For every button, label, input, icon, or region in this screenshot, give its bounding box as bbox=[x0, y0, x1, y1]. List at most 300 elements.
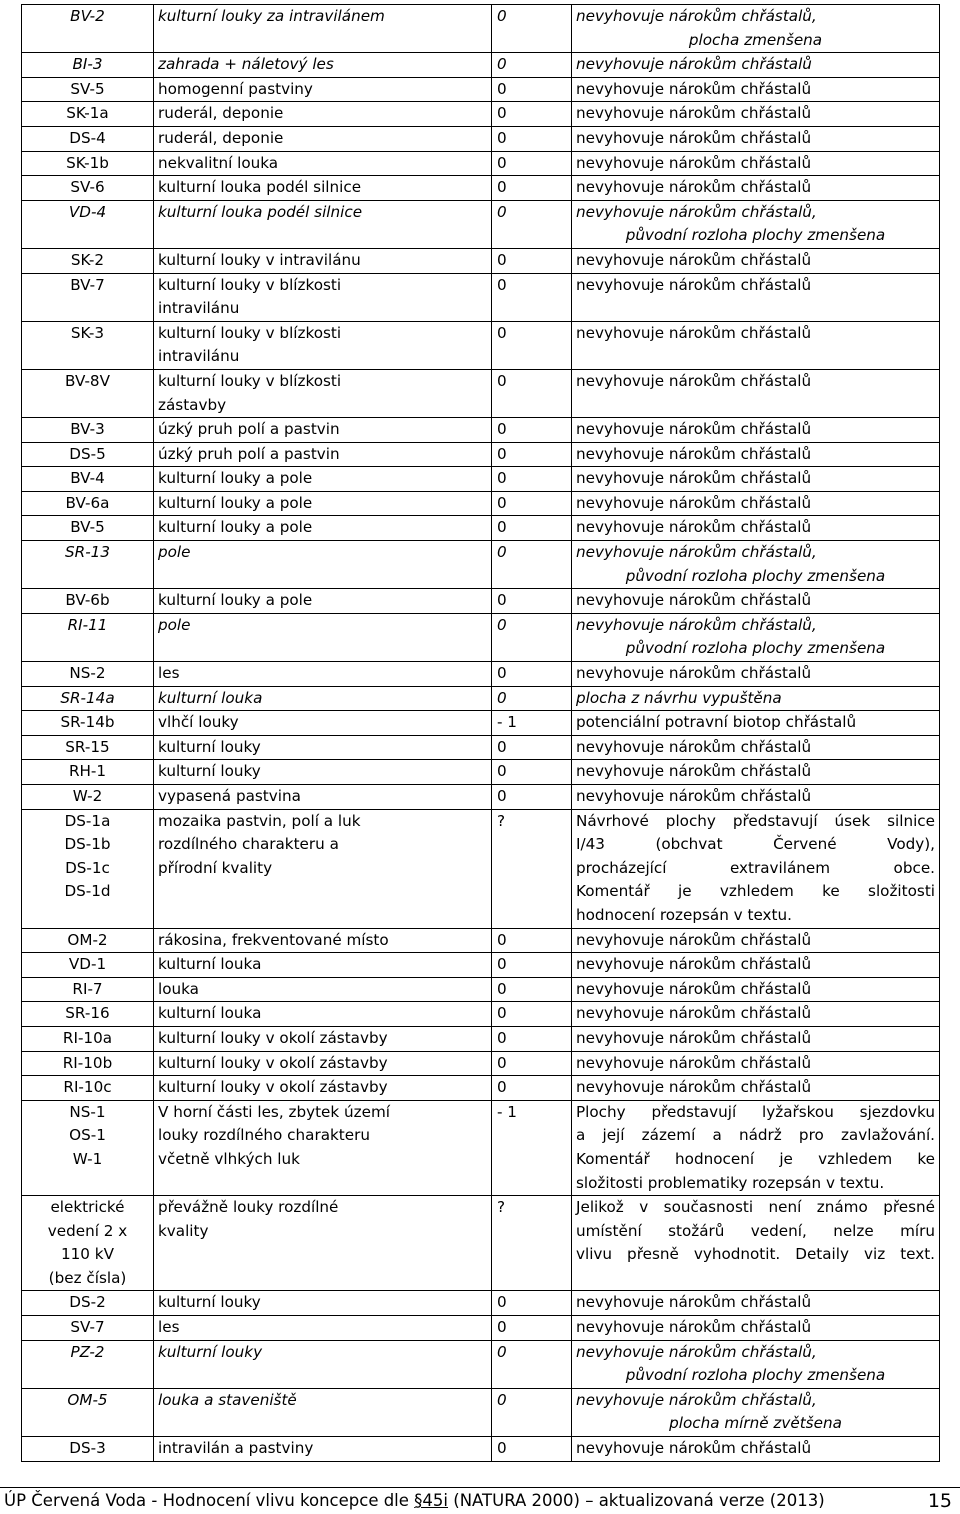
area-code-cell bbox=[22, 686, 154, 711]
area-code-cell bbox=[22, 467, 154, 492]
assessment-note: nevyhovuje nárokům chřástalů bbox=[576, 664, 812, 683]
assessment-note: procházející extravilánem obce. bbox=[576, 858, 935, 877]
area-code: VD-4 bbox=[68, 202, 107, 221]
area-code-cell bbox=[22, 735, 154, 760]
area-code: BV-4 bbox=[70, 469, 105, 488]
footer-text-after: (NATURA 2000) – aktualizovaná verze (2013) bbox=[448, 1491, 825, 1510]
assessment-note: Komentář hodnocení je vzhledem ke bbox=[576, 1149, 935, 1168]
impact-score-cell bbox=[492, 809, 572, 928]
assessment-note: nevyhovuje nárokům chřástalů, bbox=[576, 202, 817, 221]
impact-score-cell bbox=[492, 273, 572, 321]
area-code: SV-5 bbox=[70, 79, 105, 98]
habitat-cell bbox=[154, 102, 492, 127]
table-row bbox=[22, 589, 940, 614]
area-code: SR-15 bbox=[65, 737, 110, 756]
page-number: 15 bbox=[927, 1490, 952, 1512]
area-code: SR-16 bbox=[65, 1004, 110, 1023]
impact-score: 0 bbox=[497, 1004, 507, 1023]
assessment-table-body bbox=[22, 5, 940, 1462]
assessment-note: nevyhovuje nárokům chřástalů bbox=[576, 153, 812, 172]
assessment-note-cell bbox=[572, 711, 940, 736]
impact-score-cell bbox=[492, 1316, 572, 1341]
habitat-description: pole bbox=[158, 615, 191, 634]
habitat-description: louka bbox=[158, 979, 199, 998]
area-code-cell bbox=[22, 1002, 154, 1027]
impact-score: 0 bbox=[497, 1439, 507, 1458]
area-code-cell bbox=[22, 928, 154, 953]
habitat-description: úzký pruh polí a pastvin bbox=[158, 420, 340, 439]
assessment-note-cell bbox=[572, 418, 940, 443]
assessment-note: nevyhovuje nárokům chřástalů bbox=[576, 979, 812, 998]
table-row bbox=[22, 662, 940, 687]
impact-score-cell bbox=[492, 53, 572, 78]
table-row bbox=[22, 1316, 940, 1341]
area-code: SK-2 bbox=[70, 250, 105, 269]
assessment-note: Návrhové plochy představují úsek silnice bbox=[576, 811, 935, 830]
impact-score-cell bbox=[492, 541, 572, 589]
table-row bbox=[22, 516, 940, 541]
footer-text-before: ÚP Červená Voda - Hodnocení vlivu koncepce dle bbox=[4, 1491, 415, 1510]
habitat-description: homogenní pastviny bbox=[158, 79, 313, 98]
table-row bbox=[22, 200, 940, 248]
area-code: SK-1b bbox=[66, 153, 109, 172]
area-code: DS-3 bbox=[69, 1439, 106, 1458]
area-code: DS-1c bbox=[65, 858, 110, 877]
impact-score-cell bbox=[492, 760, 572, 785]
area-code: DS-1d bbox=[64, 882, 111, 901]
assessment-note-cell bbox=[572, 1196, 940, 1291]
impact-score: 0 bbox=[497, 469, 507, 488]
habitat-cell bbox=[154, 711, 492, 736]
habitat-cell bbox=[154, 541, 492, 589]
assessment-note: Jelikož v současnosti není známo přesné bbox=[576, 1198, 935, 1217]
area-code-cell bbox=[22, 711, 154, 736]
assessment-note: složitosti problematiky rozepsán v textu. bbox=[576, 1173, 885, 1192]
assessment-note: hodnocení rozepsán v textu. bbox=[576, 905, 792, 924]
assessment-note-cell bbox=[572, 248, 940, 273]
habitat-cell bbox=[154, 151, 492, 176]
area-code-cell bbox=[22, 273, 154, 321]
assessment-note-cell bbox=[572, 1437, 940, 1462]
habitat-description: kulturní louky v blízkosti bbox=[158, 371, 342, 390]
area-code: BV-8V bbox=[65, 371, 110, 390]
area-code: RI-10c bbox=[63, 1078, 112, 1097]
table-row bbox=[22, 1340, 940, 1388]
habitat-description: kulturní louky za intravilánem bbox=[158, 7, 385, 25]
area-code: RH-1 bbox=[68, 762, 107, 781]
assessment-note: původní rozloha plochy zmenšena bbox=[625, 226, 886, 245]
impact-score: 0 bbox=[497, 1318, 507, 1337]
impact-score: 0 bbox=[497, 1390, 507, 1409]
assessment-note: nevyhovuje nárokům chřástalů, bbox=[576, 1342, 817, 1361]
assessment-note: nevyhovuje nárokům chřástalů bbox=[576, 518, 812, 537]
area-code-cell bbox=[22, 1316, 154, 1341]
assessment-note: nevyhovuje nárokům chřástalů bbox=[576, 1028, 812, 1047]
habitat-description: louky rozdílného charakteru bbox=[158, 1126, 370, 1145]
area-code: DS-1a bbox=[64, 811, 111, 830]
impact-score: 0 bbox=[497, 979, 507, 998]
area-code-cell bbox=[22, 541, 154, 589]
area-code: BI-3 bbox=[72, 55, 103, 74]
habitat-cell bbox=[154, 77, 492, 102]
area-code-cell bbox=[22, 662, 154, 687]
assessment-note-cell bbox=[572, 760, 940, 785]
impact-score-cell bbox=[492, 516, 572, 541]
table-row bbox=[22, 928, 940, 953]
impact-score: 0 bbox=[497, 1293, 507, 1312]
area-code: W-2 bbox=[72, 787, 103, 805]
table-row bbox=[22, 418, 940, 443]
habitat-cell bbox=[154, 1291, 492, 1316]
impact-score: ? bbox=[497, 1198, 506, 1217]
table-row bbox=[22, 273, 940, 321]
impact-score: 0 bbox=[497, 1053, 507, 1072]
table-row bbox=[22, 77, 940, 102]
habitat-cell bbox=[154, 1316, 492, 1341]
assessment-note: a její zázemí a nádrž pro zavlažování. bbox=[576, 1126, 935, 1145]
assessment-note-cell bbox=[572, 1051, 940, 1076]
habitat-description: rozdílného charakteru a bbox=[158, 835, 339, 854]
impact-score-cell bbox=[492, 613, 572, 661]
habitat-cell bbox=[154, 1076, 492, 1101]
table-row bbox=[22, 321, 940, 369]
area-code-cell bbox=[22, 977, 154, 1002]
habitat-description: les bbox=[158, 664, 180, 683]
habitat-cell bbox=[154, 1340, 492, 1388]
table-row bbox=[22, 126, 940, 151]
habitat-cell bbox=[154, 735, 492, 760]
habitat-cell bbox=[154, 442, 492, 467]
assessment-note-cell bbox=[572, 151, 940, 176]
habitat-cell bbox=[154, 1437, 492, 1462]
table-row bbox=[22, 541, 940, 589]
assessment-note: původní rozloha plochy zmenšena bbox=[625, 639, 886, 658]
habitat-cell bbox=[154, 5, 492, 53]
area-code-cell bbox=[22, 491, 154, 516]
impact-score: 0 bbox=[497, 275, 507, 294]
area-code-cell bbox=[22, 1340, 154, 1388]
area-code: elektrické bbox=[50, 1198, 125, 1217]
impact-score: 0 bbox=[497, 591, 507, 610]
habitat-description: vlhčí louky bbox=[158, 713, 239, 732]
area-code-cell bbox=[22, 53, 154, 78]
area-code: SR-14b bbox=[60, 713, 115, 732]
impact-score-cell bbox=[492, 1291, 572, 1316]
assessment-note-cell bbox=[572, 1100, 940, 1195]
area-code: OM-5 bbox=[67, 1390, 108, 1409]
impact-score: 0 bbox=[497, 955, 507, 974]
area-code: RI-10b bbox=[62, 1053, 113, 1072]
area-code: vedení 2 x bbox=[47, 1221, 128, 1240]
habitat-cell bbox=[154, 928, 492, 953]
assessment-note: nevyhovuje nárokům chřástalů bbox=[576, 1439, 812, 1458]
impact-score-cell bbox=[492, 977, 572, 1002]
assessment-note-cell bbox=[572, 928, 940, 953]
impact-score-cell bbox=[492, 662, 572, 687]
impact-score-cell bbox=[492, 1388, 572, 1436]
area-code: BV-7 bbox=[70, 275, 105, 294]
habitat-description: kulturní louka bbox=[158, 1004, 262, 1023]
habitat-cell bbox=[154, 321, 492, 369]
habitat-description: kulturní louky a pole bbox=[158, 493, 313, 512]
area-code-cell bbox=[22, 1100, 154, 1195]
area-code: RI-11 bbox=[67, 615, 108, 634]
impact-score: 0 bbox=[497, 762, 507, 781]
assessment-note: původní rozloha plochy zmenšena bbox=[625, 1366, 886, 1385]
assessment-note: původní rozloha plochy zmenšena bbox=[625, 566, 886, 585]
table-row bbox=[22, 686, 940, 711]
table-row bbox=[22, 735, 940, 760]
assessment-note-cell bbox=[572, 273, 940, 321]
impact-score-cell bbox=[492, 151, 572, 176]
habitat-description: kulturní louky a pole bbox=[158, 518, 313, 537]
habitat-cell bbox=[154, 686, 492, 711]
assessment-note-cell bbox=[572, 369, 940, 417]
area-code: W-1 bbox=[72, 1149, 103, 1168]
impact-score-cell bbox=[492, 176, 572, 201]
assessment-note: nevyhovuje nárokům chřástalů bbox=[576, 469, 812, 488]
impact-score: 0 bbox=[497, 493, 507, 512]
assessment-note: nevyhovuje nárokům chřástalů bbox=[576, 1078, 812, 1097]
impact-score: 0 bbox=[497, 153, 507, 172]
assessment-note: plocha mírně zvětšena bbox=[669, 1414, 842, 1433]
area-code-cell bbox=[22, 1051, 154, 1076]
impact-score-cell bbox=[492, 102, 572, 127]
area-code-cell bbox=[22, 1437, 154, 1462]
habitat-description: zástavby bbox=[158, 395, 227, 414]
assessment-note-cell bbox=[572, 735, 940, 760]
area-code-cell bbox=[22, 200, 154, 248]
assessment-note: nevyhovuje nárokům chřástalů bbox=[576, 444, 812, 463]
area-code-cell bbox=[22, 248, 154, 273]
area-code: RI-10a bbox=[62, 1028, 113, 1047]
area-code-cell bbox=[22, 589, 154, 614]
assessment-note-cell bbox=[572, 1388, 940, 1436]
assessment-note: nevyhovuje nárokům chřástalů, bbox=[576, 543, 817, 562]
assessment-note-cell bbox=[572, 200, 940, 248]
impact-score: - 1 bbox=[497, 1102, 517, 1121]
impact-score-cell bbox=[492, 5, 572, 53]
impact-score-cell bbox=[492, 953, 572, 978]
habitat-cell bbox=[154, 1388, 492, 1436]
assessment-note-cell bbox=[572, 613, 940, 661]
habitat-cell bbox=[154, 1002, 492, 1027]
habitat-description: mozaika pastvin, polí a luk bbox=[158, 811, 361, 830]
habitat-description: kulturní louky v okolí zástavby bbox=[158, 1028, 388, 1047]
assessment-note: plocha z návrhu vypuštěna bbox=[576, 688, 782, 707]
assessment-note: potenciální potravní biotop chřástalů bbox=[576, 713, 857, 732]
habitat-cell bbox=[154, 369, 492, 417]
table-row bbox=[22, 809, 940, 928]
assessment-note: nevyhovuje nárokům chřástalů bbox=[576, 591, 812, 610]
impact-score-cell bbox=[492, 1437, 572, 1462]
impact-score: 0 bbox=[497, 930, 507, 949]
assessment-note: umístění stožárů vedení, nelze míru bbox=[576, 1221, 935, 1240]
impact-score-cell bbox=[492, 321, 572, 369]
habitat-cell bbox=[154, 662, 492, 687]
table-row bbox=[22, 5, 940, 53]
assessment-note: nevyhovuje nárokům chřástalů bbox=[576, 737, 812, 756]
habitat-description: ruderál, deponie bbox=[158, 104, 284, 123]
impact-score: 0 bbox=[497, 1342, 507, 1361]
impact-score: ? bbox=[497, 811, 506, 830]
habitat-description: intravilánu bbox=[158, 299, 240, 318]
table-row bbox=[22, 1388, 940, 1436]
habitat-description: kulturní louky a pole bbox=[158, 591, 313, 610]
area-code: DS-5 bbox=[69, 444, 106, 463]
area-code: VD-1 bbox=[68, 955, 107, 974]
assessment-note-cell bbox=[572, 77, 940, 102]
assessment-note: nevyhovuje nárokům chřástalů bbox=[576, 1004, 812, 1023]
area-code-cell bbox=[22, 369, 154, 417]
area-code: SV-6 bbox=[70, 178, 105, 197]
assessment-note-cell bbox=[572, 541, 940, 589]
area-code-cell bbox=[22, 1388, 154, 1436]
footer-section-ref: §45i bbox=[414, 1491, 449, 1510]
assessment-note: nevyhovuje nárokům chřástalů bbox=[576, 79, 812, 98]
footer-divider bbox=[0, 1487, 960, 1488]
assessment-note: nevyhovuje nárokům chřástalů bbox=[576, 128, 812, 147]
habitat-description: nekvalitní louka bbox=[158, 153, 279, 172]
assessment-note: nevyhovuje nárokům chřástalů, bbox=[576, 615, 817, 634]
impact-score-cell bbox=[492, 77, 572, 102]
impact-score-cell bbox=[492, 1002, 572, 1027]
habitat-description: V horní části les, zbytek území bbox=[158, 1102, 390, 1121]
habitat-description: intravilánu bbox=[158, 347, 240, 366]
area-code-cell bbox=[22, 442, 154, 467]
habitat-description: kulturní louka podél silnice bbox=[158, 202, 363, 221]
habitat-cell bbox=[154, 200, 492, 248]
area-code: DS-1b bbox=[64, 835, 111, 854]
habitat-description: ruderál, deponie bbox=[158, 128, 284, 147]
area-code-cell bbox=[22, 102, 154, 127]
assessment-note: nevyhovuje nárokům chřástalů bbox=[576, 55, 812, 74]
impact-score: 0 bbox=[497, 371, 507, 390]
habitat-description: kulturní louka podél silnice bbox=[158, 178, 362, 197]
habitat-cell bbox=[154, 418, 492, 443]
area-code: NS-2 bbox=[69, 664, 106, 683]
area-code: BV-5 bbox=[70, 518, 105, 537]
area-code: OS-1 bbox=[69, 1126, 106, 1145]
habitat-cell bbox=[154, 785, 492, 810]
area-code-cell bbox=[22, 418, 154, 443]
impact-score: 0 bbox=[497, 250, 507, 269]
habitat-cell bbox=[154, 1026, 492, 1051]
impact-score: 0 bbox=[497, 128, 507, 147]
assessment-note-cell bbox=[572, 5, 940, 53]
habitat-cell bbox=[154, 1196, 492, 1291]
table-row bbox=[22, 491, 940, 516]
habitat-cell bbox=[154, 126, 492, 151]
area-code-cell bbox=[22, 77, 154, 102]
impact-score: 0 bbox=[497, 79, 507, 98]
impact-score: 0 bbox=[497, 202, 507, 221]
impact-score-cell bbox=[492, 126, 572, 151]
habitat-description: les bbox=[158, 1318, 180, 1337]
habitat-description: kulturní louka bbox=[158, 955, 262, 974]
area-code: SR-13 bbox=[65, 543, 110, 562]
area-code: BV-6b bbox=[65, 591, 110, 610]
impact-score-cell bbox=[492, 1196, 572, 1291]
assessment-note: nevyhovuje nárokům chřástalů bbox=[576, 493, 812, 512]
impact-score-cell bbox=[492, 1026, 572, 1051]
impact-score: 0 bbox=[497, 420, 507, 439]
impact-score-cell bbox=[492, 1340, 572, 1388]
area-code: BV-2 bbox=[70, 7, 105, 25]
table-row bbox=[22, 1196, 940, 1291]
footer-title bbox=[4, 1490, 825, 1512]
assessment-note: nevyhovuje nárokům chřástalů bbox=[576, 1053, 812, 1072]
habitat-cell bbox=[154, 977, 492, 1002]
area-code-cell bbox=[22, 613, 154, 661]
assessment-note: nevyhovuje nárokům chřástalů bbox=[576, 178, 812, 197]
area-code-cell bbox=[22, 176, 154, 201]
area-code-cell bbox=[22, 760, 154, 785]
assessment-note: Plochy představují lyžařskou sjezdovku bbox=[576, 1102, 935, 1121]
area-code: 110 kV bbox=[60, 1245, 114, 1264]
habitat-description: kulturní louka bbox=[158, 688, 263, 707]
habitat-cell bbox=[154, 273, 492, 321]
habitat-description: kulturní louky bbox=[158, 737, 261, 756]
impact-score-cell bbox=[492, 248, 572, 273]
table-row bbox=[22, 977, 940, 1002]
impact-score-cell bbox=[492, 785, 572, 810]
assessment-note: nevyhovuje nárokům chřástalů bbox=[576, 250, 812, 269]
table-row bbox=[22, 442, 940, 467]
habitat-cell bbox=[154, 760, 492, 785]
impact-score-cell bbox=[492, 442, 572, 467]
area-code: DS-2 bbox=[69, 1293, 106, 1312]
assessment-note: plocha zmenšena bbox=[688, 30, 823, 49]
assessment-note: nevyhovuje nárokům chřástalů bbox=[576, 1293, 812, 1312]
area-code-cell bbox=[22, 809, 154, 928]
habitat-cell bbox=[154, 516, 492, 541]
assessment-note-cell bbox=[572, 809, 940, 928]
table-row bbox=[22, 953, 940, 978]
habitat-description: vypasená pastvina bbox=[158, 787, 301, 805]
table-row bbox=[22, 102, 940, 127]
assessment-note: nevyhovuje nárokům chřástalů bbox=[576, 104, 812, 123]
table-row bbox=[22, 151, 940, 176]
habitat-description: přírodní kvality bbox=[158, 858, 273, 877]
assessment-note: nevyhovuje nárokům chřástalů bbox=[576, 787, 812, 805]
assessment-note: nevyhovuje nárokům chřástalů bbox=[576, 275, 812, 294]
assessment-note-cell bbox=[572, 1002, 940, 1027]
assessment-table bbox=[21, 4, 940, 1462]
table-row bbox=[22, 248, 940, 273]
habitat-description: kulturní louky bbox=[158, 1342, 263, 1361]
assessment-note: nevyhovuje nárokům chřástalů bbox=[576, 1318, 812, 1337]
impact-score: 0 bbox=[497, 55, 507, 74]
area-code: SV-7 bbox=[70, 1318, 105, 1337]
table-row bbox=[22, 467, 940, 492]
table-row bbox=[22, 1100, 940, 1195]
assessment-note-cell bbox=[572, 953, 940, 978]
table-row bbox=[22, 1076, 940, 1101]
habitat-cell bbox=[154, 491, 492, 516]
assessment-note: nevyhovuje nárokům chřástalů bbox=[576, 371, 812, 390]
impact-score-cell bbox=[492, 589, 572, 614]
impact-score: 0 bbox=[497, 518, 507, 537]
assessment-note-cell bbox=[572, 785, 940, 810]
habitat-cell bbox=[154, 589, 492, 614]
habitat-description: kulturní louky bbox=[158, 1293, 261, 1312]
table-row bbox=[22, 1437, 940, 1462]
assessment-note: nevyhovuje nárokům chřástalů, bbox=[576, 7, 817, 25]
table-row bbox=[22, 760, 940, 785]
area-code: NS-1 bbox=[69, 1102, 106, 1121]
table-row bbox=[22, 1026, 940, 1051]
